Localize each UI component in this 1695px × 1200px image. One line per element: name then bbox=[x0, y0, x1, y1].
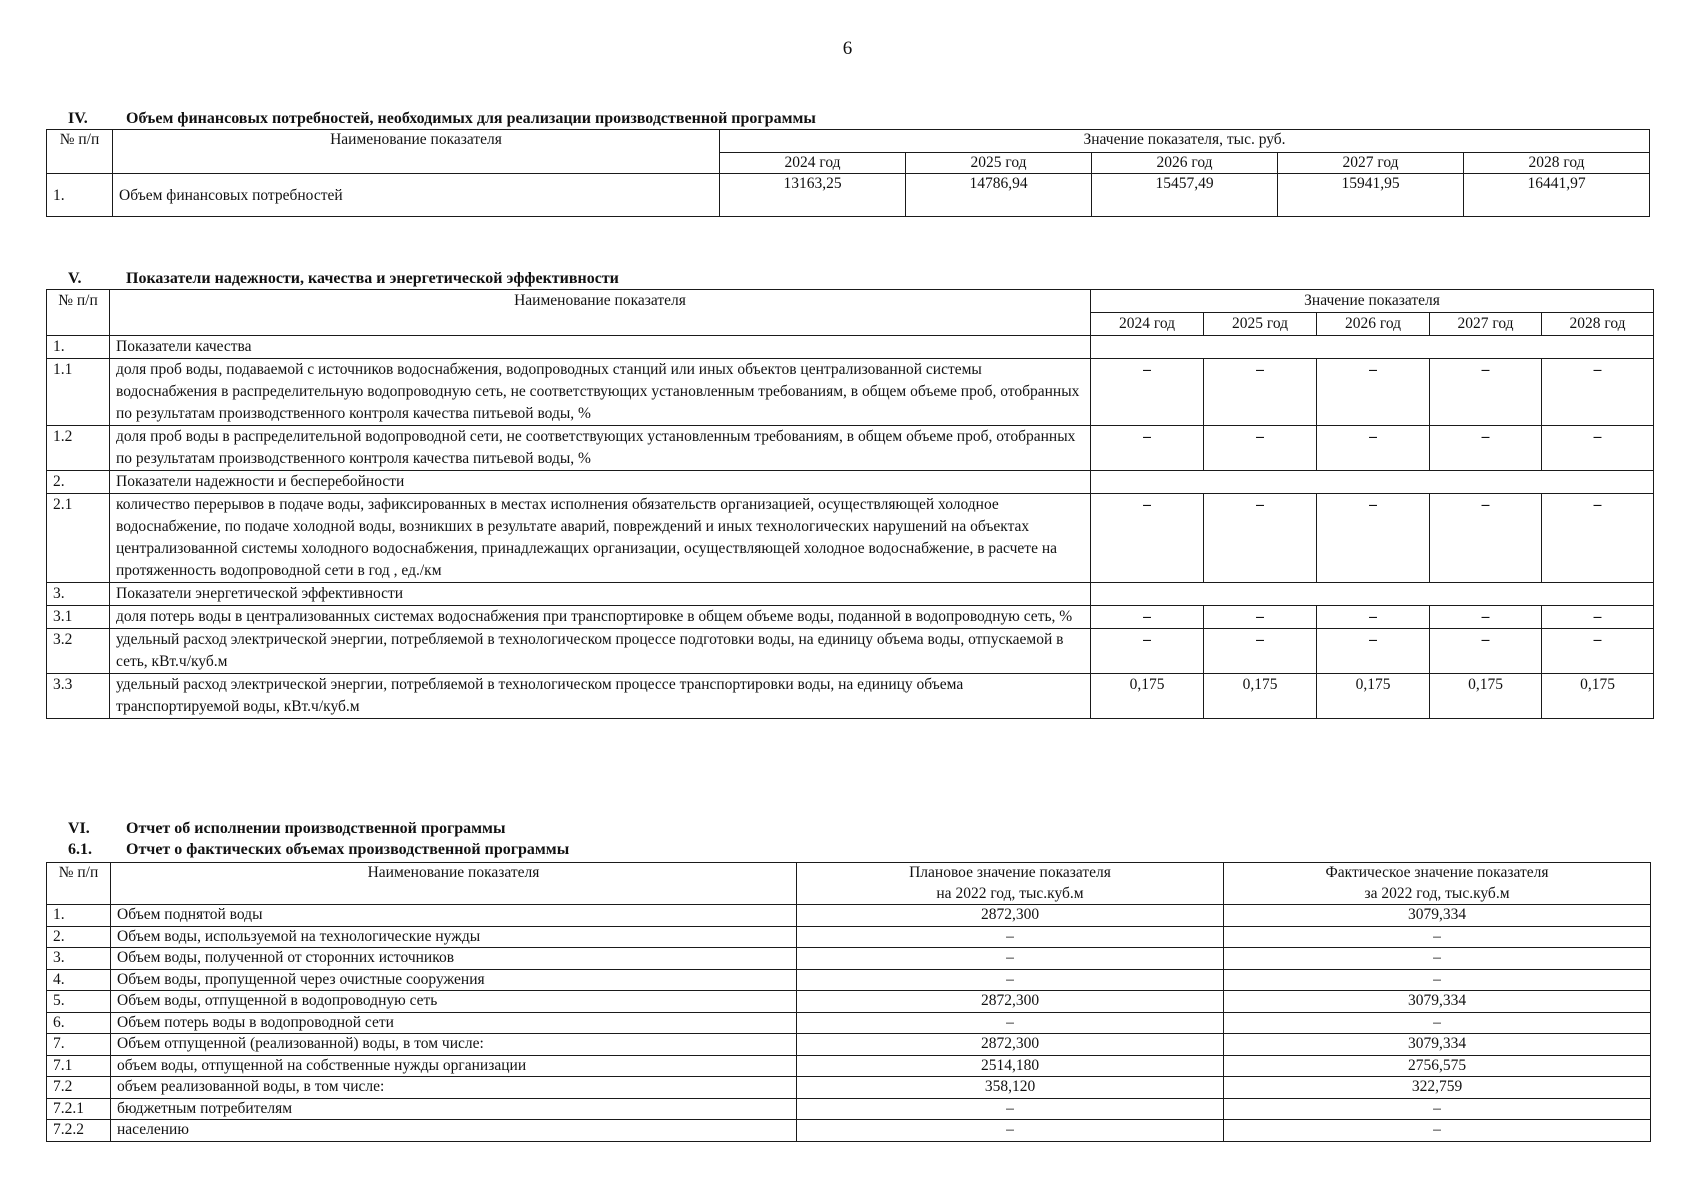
row-value: 0,175 bbox=[1204, 674, 1317, 719]
row-fact-value: – bbox=[1224, 926, 1651, 948]
row-number: 3.1 bbox=[47, 606, 110, 629]
col-header-fact-line1: Фактическое значение показателя bbox=[1325, 864, 1549, 881]
table-row bbox=[47, 905, 1651, 927]
group-row bbox=[47, 336, 1654, 359]
table-row bbox=[47, 1034, 1651, 1056]
table-row bbox=[47, 969, 1651, 991]
row-fact-value: – bbox=[1224, 1012, 1651, 1034]
row-value: – bbox=[1430, 359, 1542, 426]
row-plan-value: 358,120 bbox=[797, 1077, 1224, 1099]
col-header-fact bbox=[1224, 863, 1651, 905]
col-header-plan-line1: Плановое значение показателя bbox=[909, 864, 1111, 881]
row-value: 0,175 bbox=[1091, 674, 1204, 719]
row-number: 5. bbox=[47, 991, 111, 1013]
row-value: – bbox=[1091, 629, 1204, 674]
row-value: – bbox=[1204, 629, 1317, 674]
row-number: 1.1 bbox=[47, 359, 110, 426]
row-value: – bbox=[1542, 629, 1654, 674]
row-number: 7.1 bbox=[47, 1055, 111, 1077]
row-name: Объем поднятой воды bbox=[111, 905, 797, 927]
row-value: – bbox=[1204, 606, 1317, 629]
col-header-number: № п/п bbox=[47, 290, 110, 336]
row-value: 0,175 bbox=[1317, 674, 1430, 719]
row-number: 7.2.1 bbox=[47, 1098, 111, 1120]
group-empty-cell bbox=[1091, 471, 1654, 494]
section-6-title: Отчет об исполнении производственной программы bbox=[126, 820, 506, 837]
section-5-heading bbox=[68, 270, 619, 288]
row-name: удельный расход электрической энергии, потребляемой в технологическом процессе транспортировки воды, на единицу объема транспортируемой воды, кВт.ч/куб.м bbox=[110, 674, 1091, 719]
table-row bbox=[47, 991, 1651, 1013]
row-number: 3.3 bbox=[47, 674, 110, 719]
row-name: доля потерь воды в централизованных системах водоснабжения при транспортировке в общем объеме воды, поданной в водопроводную сеть, % bbox=[110, 606, 1091, 629]
year-header: 2025 год bbox=[906, 153, 1092, 174]
row-name: Показатели надежности и бесперебойности bbox=[110, 471, 1091, 494]
row-value: 15941,95 bbox=[1278, 174, 1464, 217]
col-header-name: Наименование показателя bbox=[110, 290, 1091, 336]
row-value: 13163,25 bbox=[720, 174, 906, 217]
table-row bbox=[47, 359, 1654, 426]
row-value: 14786,94 bbox=[906, 174, 1092, 217]
col-header-plan bbox=[797, 863, 1224, 905]
row-fact-value: 3079,334 bbox=[1224, 905, 1651, 927]
year-header: 2027 год bbox=[1430, 313, 1542, 336]
row-name: Объем воды, полученной от сторонних источников bbox=[111, 948, 797, 970]
row-number: 7.2.2 bbox=[47, 1120, 111, 1142]
col-header-value: Значение показателя, тыс. руб. bbox=[720, 130, 1650, 153]
table-row bbox=[47, 1120, 1651, 1142]
year-header: 2026 год bbox=[1092, 153, 1278, 174]
row-number: 1. bbox=[47, 905, 111, 927]
row-name: Объем отпущенной (реализованной) воды, в том числе: bbox=[111, 1034, 797, 1056]
row-name: объем воды, отпущенной на собственные нужды организации bbox=[111, 1055, 797, 1077]
row-value: – bbox=[1204, 359, 1317, 426]
row-plan-value: – bbox=[797, 926, 1224, 948]
row-value: 15457,49 bbox=[1092, 174, 1278, 217]
row-fact-value: – bbox=[1224, 1120, 1651, 1142]
table-row bbox=[47, 674, 1654, 719]
group-empty-cell bbox=[1091, 336, 1654, 359]
row-value: – bbox=[1317, 426, 1430, 471]
row-value: – bbox=[1091, 494, 1204, 583]
group-empty-cell bbox=[1091, 583, 1654, 606]
row-number: 2.1 bbox=[47, 494, 110, 583]
row-plan-value: – bbox=[797, 1098, 1224, 1120]
row-name: Объем потерь воды в водопроводной сети bbox=[111, 1012, 797, 1034]
row-number: 4. bbox=[47, 969, 111, 991]
row-name: населению bbox=[111, 1120, 797, 1142]
row-number: 7. bbox=[47, 1034, 111, 1056]
row-fact-value: 3079,334 bbox=[1224, 991, 1651, 1013]
year-header: 2024 год bbox=[1091, 313, 1204, 336]
section-4-number: IV. bbox=[68, 110, 88, 127]
production-report-table bbox=[46, 862, 1651, 1142]
row-name: бюджетным потребителям bbox=[111, 1098, 797, 1120]
section-6-1-heading bbox=[68, 841, 569, 859]
row-value: 0,175 bbox=[1542, 674, 1654, 719]
row-value: – bbox=[1091, 426, 1204, 471]
row-plan-value: – bbox=[797, 969, 1224, 991]
table-row bbox=[47, 1098, 1651, 1120]
row-number: 1. bbox=[47, 336, 110, 359]
row-name: Объем воды, отпущенной в водопроводную сеть bbox=[111, 991, 797, 1013]
row-name: Показатели качества bbox=[110, 336, 1091, 359]
row-value: 0,175 bbox=[1430, 674, 1542, 719]
col-header-name: Наименование показателя bbox=[113, 130, 720, 174]
table-row bbox=[47, 1012, 1651, 1034]
col-header-name: Наименование показателя bbox=[111, 863, 797, 905]
row-value: 16441,97 bbox=[1464, 174, 1650, 217]
row-value: – bbox=[1317, 629, 1430, 674]
group-row bbox=[47, 471, 1654, 494]
row-number: 2. bbox=[47, 926, 111, 948]
col-header-plan-line2: на 2022 год, тыс.куб.м bbox=[936, 884, 1084, 902]
row-fact-value: 3079,334 bbox=[1224, 1034, 1651, 1056]
row-value: – bbox=[1204, 426, 1317, 471]
year-header: 2027 год bbox=[1278, 153, 1464, 174]
col-header-number: № п/п bbox=[47, 130, 113, 174]
row-number: 3.2 bbox=[47, 629, 110, 674]
table-row bbox=[47, 926, 1651, 948]
row-value: – bbox=[1091, 606, 1204, 629]
year-header: 2025 год bbox=[1204, 313, 1317, 336]
row-plan-value: – bbox=[797, 948, 1224, 970]
row-plan-value: 2872,300 bbox=[797, 1034, 1224, 1056]
row-number: 7.2 bbox=[47, 1077, 111, 1099]
row-value: – bbox=[1542, 494, 1654, 583]
row-name: Объем воды, пропущенной через очистные сооружения bbox=[111, 969, 797, 991]
row-number: 2. bbox=[47, 471, 110, 494]
col-header-number: № п/п bbox=[47, 863, 111, 905]
financial-needs-table bbox=[46, 129, 1650, 217]
row-value: – bbox=[1430, 629, 1542, 674]
year-header: 2024 год bbox=[720, 153, 906, 174]
row-value: – bbox=[1091, 359, 1204, 426]
table-row bbox=[47, 494, 1654, 583]
year-header: 2028 год bbox=[1464, 153, 1650, 174]
row-plan-value: 2872,300 bbox=[797, 905, 1224, 927]
row-fact-value: 2756,575 bbox=[1224, 1055, 1651, 1077]
section-6-number: VI. bbox=[68, 820, 90, 837]
table-row bbox=[47, 606, 1654, 629]
indicators-table bbox=[46, 289, 1654, 719]
row-value: – bbox=[1542, 426, 1654, 471]
row-name: Показатели энергетической эффективности bbox=[110, 583, 1091, 606]
table-row bbox=[47, 174, 1650, 217]
row-fact-value: – bbox=[1224, 969, 1651, 991]
row-name: количество перерывов в подаче воды, зафиксированных в местах исполнения обязательств организацией, осуществляющей холодное водоснабжение, по подаче холодной воды, возникших в результате аварий, повреждений и иных технологических нарушений на объектах централизованной системы холодного водоснабжения, принадлежащих организации, осуществляющей холодное водоснабжение, в расчете на протяженность водопроводной сети в год , ед./км bbox=[110, 494, 1091, 583]
row-fact-value: 322,759 bbox=[1224, 1077, 1651, 1099]
row-value: – bbox=[1430, 426, 1542, 471]
table-row bbox=[47, 1077, 1651, 1099]
table-row bbox=[47, 426, 1654, 471]
col-header-value: Значение показателя bbox=[1091, 290, 1654, 313]
section-5-title: Показатели надежности, качества и энергетической эффективности bbox=[126, 270, 619, 287]
row-fact-value: – bbox=[1224, 948, 1651, 970]
section-4-heading bbox=[68, 110, 816, 128]
row-value: – bbox=[1317, 606, 1430, 629]
row-name: удельный расход электрической энергии, потребляемой в технологическом процессе подготовки воды, на единицу объема воды, отпускаемой в сеть, кВт.ч/куб.м bbox=[110, 629, 1091, 674]
row-value: – bbox=[1317, 359, 1430, 426]
year-header: 2026 год bbox=[1317, 313, 1430, 336]
row-plan-value: 2872,300 bbox=[797, 991, 1224, 1013]
page-number: 6 bbox=[842, 38, 853, 59]
row-value: – bbox=[1542, 606, 1654, 629]
section-6-1-number: 6.1. bbox=[68, 841, 92, 858]
row-fact-value: – bbox=[1224, 1098, 1651, 1120]
row-number: 3. bbox=[47, 948, 111, 970]
row-plan-value: – bbox=[797, 1120, 1224, 1142]
year-header: 2028 год bbox=[1542, 313, 1654, 336]
row-name: объем реализованной воды, в том числе: bbox=[111, 1077, 797, 1099]
row-number: 3. bbox=[47, 583, 110, 606]
row-value: – bbox=[1542, 359, 1654, 426]
row-number: 6. bbox=[47, 1012, 111, 1034]
table-row bbox=[47, 629, 1654, 674]
row-number: 1. bbox=[47, 174, 113, 217]
section-4-title: Объем финансовых потребностей, необходимых для реализации производственной программы bbox=[126, 110, 816, 127]
table-row bbox=[47, 1055, 1651, 1077]
row-name: доля проб воды, подаваемой с источников водоснабжения, водопроводных станций или иных объектов централизованной системы водоснабжения в распределительную водопроводную сеть, не соответствующих установленным требованиям, в общем объеме проб, отобранных по результатам производственного контроля качества питьевой воды, % bbox=[110, 359, 1091, 426]
section-5-number: V. bbox=[68, 270, 82, 287]
group-row bbox=[47, 583, 1654, 606]
row-name: доля проб воды в распределительной водопроводной сети, не соответствующих установленным требованиям, в общем объеме проб, отобранных по результатам производственного контроля качества питьевой воды, % bbox=[110, 426, 1091, 471]
row-name: Объем финансовых потребностей bbox=[113, 174, 720, 217]
row-value: – bbox=[1430, 606, 1542, 629]
row-plan-value: 2514,180 bbox=[797, 1055, 1224, 1077]
table-row bbox=[47, 948, 1651, 970]
row-value: – bbox=[1317, 494, 1430, 583]
col-header-fact-line2: за 2022 год, тыс.куб.м bbox=[1364, 884, 1510, 902]
row-plan-value: – bbox=[797, 1012, 1224, 1034]
row-name: Объем воды, используемой на технологические нужды bbox=[111, 926, 797, 948]
section-6-1-title: Отчет о фактических объемах производственной программы bbox=[126, 841, 570, 858]
row-value: – bbox=[1430, 494, 1542, 583]
section-6-heading bbox=[68, 820, 505, 838]
row-number: 1.2 bbox=[47, 426, 110, 471]
row-value: – bbox=[1204, 494, 1317, 583]
